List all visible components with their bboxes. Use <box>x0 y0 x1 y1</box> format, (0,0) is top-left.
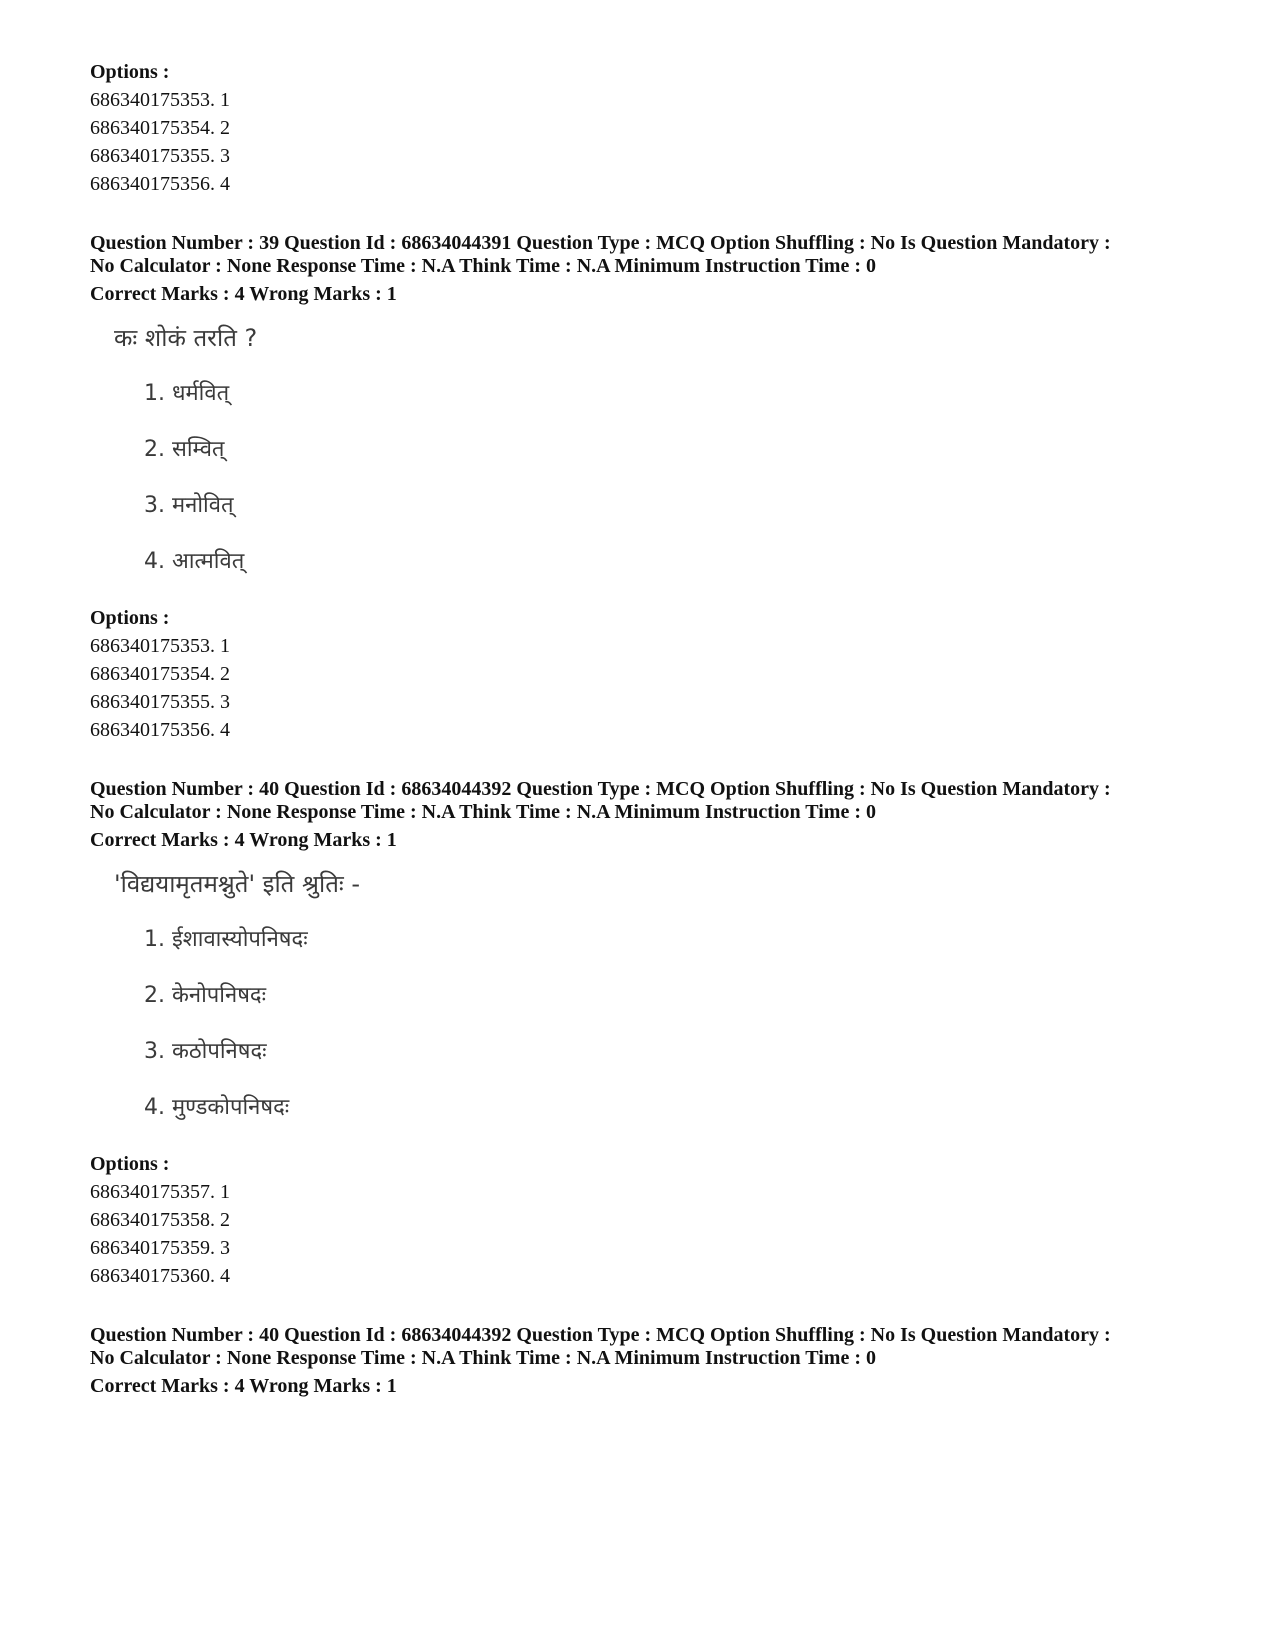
options-heading: Options : <box>90 607 170 629</box>
question-header-line2: No Calculator : None Response Time : N.A Think Time : N.A Minimum Instruction Time : 0 <box>90 801 876 823</box>
choice-3: 3. मनोवित् <box>144 493 234 518</box>
options-heading: Options : <box>90 61 170 83</box>
option-id-line: 686340175358. 2 <box>90 1209 230 1231</box>
question-39-block <box>90 232 1210 744</box>
document-page <box>90 58 1210 1400</box>
choice-2: 2. केनोपनिषदः <box>144 983 267 1008</box>
option-id-line: 686340175360. 4 <box>90 1265 230 1287</box>
choice-1: 1. धर्मवित् <box>144 381 230 406</box>
choice-3: 3. कठोपनिषदः <box>144 1039 267 1064</box>
question-header-line2: No Calculator : None Response Time : N.A Think Time : N.A Minimum Instruction Time : 0 <box>90 255 876 277</box>
option-id-line: 686340175356. 4 <box>90 173 230 195</box>
question-image-text <box>114 322 1210 586</box>
option-id-line: 686340175354. 2 <box>90 663 230 685</box>
question-header-line1: Question Number : 39 Question Id : 68634044391 Question Type : MCQ Option Shuffling : No Is Question Mandatory : <box>90 232 1111 254</box>
choice-1: 1. ईशावास्योपनिषदः <box>144 927 308 952</box>
options-block-previous <box>90 58 1210 198</box>
options-heading: Options : <box>90 1153 170 1175</box>
choice-4: 4. मुण्डकोपनिषदः <box>144 1095 290 1120</box>
option-id-line: 686340175354. 2 <box>90 117 230 139</box>
choice-2: 2. सम्वित् <box>144 437 225 462</box>
option-id-line: 686340175353. 1 <box>90 635 230 657</box>
question-40-block <box>90 778 1210 1290</box>
option-id-line: 686340175353. 1 <box>90 89 230 111</box>
option-id-line: 686340175355. 3 <box>90 145 230 167</box>
question-header-line1: Question Number : 40 Question Id : 68634044392 Question Type : MCQ Option Shuffling : No Is Question Mandatory : <box>90 1324 1111 1346</box>
question-marks: Correct Marks : 4 Wrong Marks : 1 <box>90 829 397 851</box>
options-block <box>90 1150 1210 1290</box>
question-40-repeat-block <box>90 1324 1210 1400</box>
options-block <box>90 604 1210 744</box>
question-image-text <box>114 868 1210 1132</box>
question-header-line2: No Calculator : None Response Time : N.A Think Time : N.A Minimum Instruction Time : 0 <box>90 1347 876 1369</box>
question-header-line1: Question Number : 40 Question Id : 68634044392 Question Type : MCQ Option Shuffling : No Is Question Mandatory : <box>90 778 1111 800</box>
question-stem: कः शोकं तरति ? <box>114 324 258 352</box>
question-stem: 'विद्ययामृतमश्नुते' इति श्रुतिः - <box>114 870 361 898</box>
option-id-line: 686340175357. 1 <box>90 1181 230 1203</box>
choice-4: 4. आत्मवित् <box>144 549 245 574</box>
option-id-line: 686340175359. 3 <box>90 1237 230 1259</box>
option-id-line: 686340175355. 3 <box>90 691 230 713</box>
question-marks: Correct Marks : 4 Wrong Marks : 1 <box>90 283 397 305</box>
option-id-line: 686340175356. 4 <box>90 719 230 741</box>
question-marks: Correct Marks : 4 Wrong Marks : 1 <box>90 1375 397 1397</box>
